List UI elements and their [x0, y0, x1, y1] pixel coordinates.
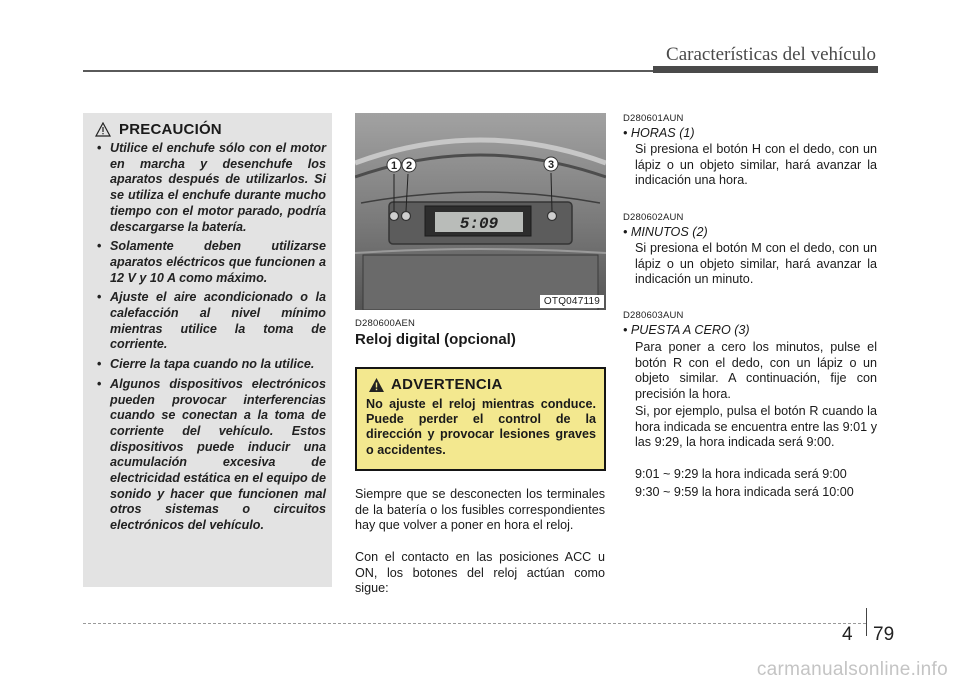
warning-header: [368, 376, 596, 393]
header-rule-accent: [653, 66, 878, 73]
clock-photo: [355, 113, 606, 310]
caution-triangle-icon: [95, 122, 111, 137]
hours-code: D280601AUN: [623, 113, 684, 124]
section-code: D280600AEN: [355, 318, 416, 329]
caution-box: [83, 113, 332, 587]
caution-item: • Algunos dispositivos electrónicos pueden provocar interferencias cuando se conectan a la toma de corriente del vehículo. Estos dispositivos puede inducir una acumulación excesiva de electricidad estática en el equipo de sonido y hacer que funcionen mal otros sistemas o circuitos electrónicos del vehículo.: [91, 377, 326, 534]
section-header-title: Características del vehículo: [666, 44, 876, 65]
page-number: 79: [873, 624, 895, 645]
reset-line-1: 9:01 ~ 9:29 la hora indicada será 9:00: [635, 467, 847, 481]
caution-title: PRECAUCIÓN: [119, 121, 222, 138]
dashboard-illustration: [355, 113, 606, 310]
minutes-code: D280602AUN: [623, 212, 684, 223]
callout-1: 1: [390, 160, 398, 172]
callout-3: 3: [547, 159, 555, 171]
chapter-number: 4: [842, 624, 853, 645]
watermark: carmanualsonline.info: [756, 659, 948, 680]
hour-button: [390, 212, 399, 221]
caution-item: • Cierre la tapa cuando no la utilice.: [91, 357, 326, 373]
caution-header: [95, 121, 326, 138]
figure-code: OTQ047119: [540, 295, 604, 308]
hours-title: • HORAS (1): [623, 126, 695, 140]
caution-item: • Solamente deben utilizarse aparatos eléctricos que funcionen a 12 V y 10 A como máximo.: [91, 239, 326, 286]
caution-item: • Utilice el enchufe sólo con el motor en marcha y desenchufe los aparatos después de utilizarlos. Si se utiliza el enchufe durante mucho tiempo con el motor parado, podría descargarse la batería.: [91, 141, 326, 235]
footer-divider: [866, 608, 867, 636]
caution-item: • Ajuste el aire acondicionado o la calefacción al nivel mínimo mientras utilice la toma de corriente.: [91, 290, 326, 353]
reset-title: • PUESTA A CERO (3): [623, 323, 750, 337]
clock-paragraph-1: Siempre que se desconecten los terminales de la batería o los fusibles correspondientes hay que volver a poner en hora el reloj.: [355, 487, 605, 533]
warning-box: [355, 367, 606, 471]
header-rule: [83, 70, 653, 72]
clock-digits: 5:09: [459, 215, 499, 233]
reset-line-2: 9:30 ~ 9:59 la hora indicada será 10:00: [635, 485, 854, 499]
minutes-body: Si presiona el botón M con el dedo, con un lápiz o un objeto similar, hará avanzar la indicación un minuto.: [635, 241, 877, 287]
reset-code: D280603AUN: [623, 310, 684, 321]
reset-button: [548, 212, 557, 221]
caution-list: [91, 141, 326, 534]
section-heading: Reloj digital (opcional): [355, 331, 516, 348]
reset-body-2: Si, por ejemplo, pulsa el botón R cuando la hora indicada se encuentra entre las 9:01 y las 9:29, la hora indicada será 9:00.: [635, 404, 877, 450]
hours-body: Si presiona el botón H con el dedo, con un lápiz o un objeto similar, hará avanzar la indicación una hora.: [635, 142, 877, 188]
footer-rule: [83, 623, 866, 624]
warning-triangle-icon: [368, 377, 385, 393]
clock-paragraph-2: Con el contacto en las posiciones ACC u ON, los botones del reloj actúan como sigue:: [355, 550, 605, 596]
minutes-title: • MINUTOS (2): [623, 225, 708, 239]
minute-button: [402, 212, 411, 221]
warning-title: ADVERTENCIA: [391, 376, 503, 393]
reset-body-1: Para poner a cero los minutos, pulse el botón R con el dedo, con un lápiz o un objeto similar. A continuación, fije con precisión la hora.: [635, 340, 877, 401]
callout-2: 2: [405, 160, 413, 172]
warning-text: No ajuste el reloj mientras conduce. Puede perder el control de la dirección y provocar lesiones graves o accidentes.: [366, 397, 596, 457]
